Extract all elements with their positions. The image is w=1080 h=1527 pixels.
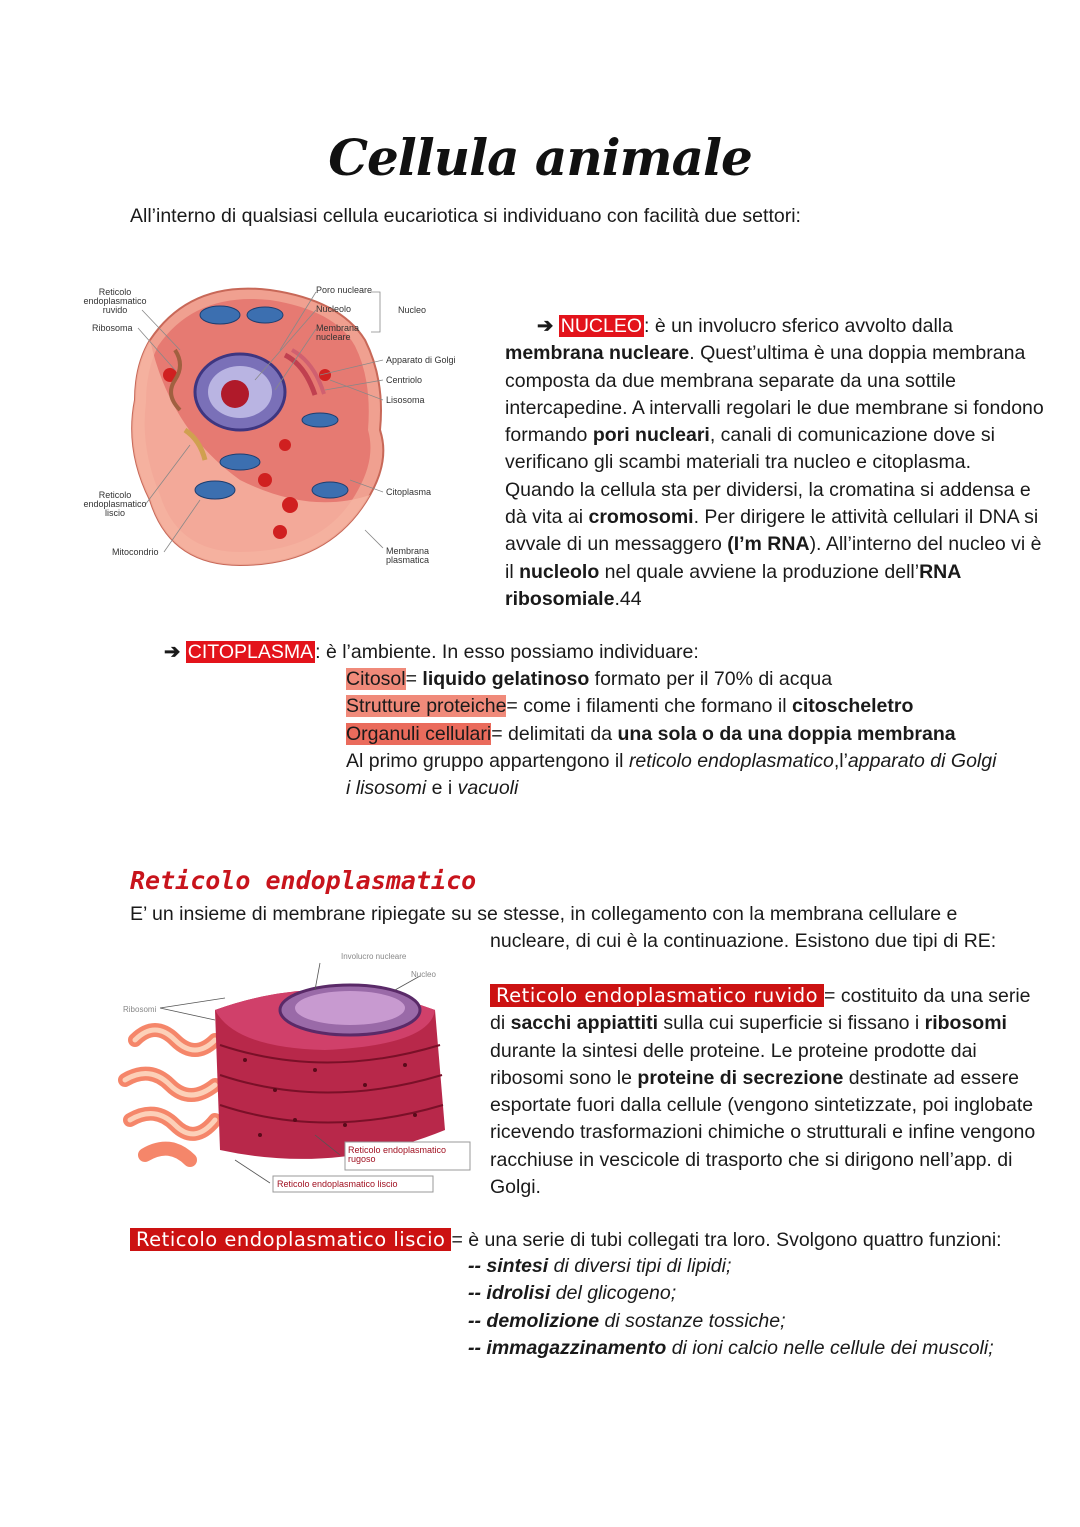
nucleo-paragraph: ➔ NUCLEO : è un involucro sferico avvolto dalla membrana nucleare. Quest’ultima è una doppia membrana composta da due membrana separate da una sottile intercapedine. A intervalli regolari le due membrane si fondono formando pori nucleari, canali di comunicazione dove si verificano gli scambi materiali tra nucleo e citoplasma. Quando la cellula sta per dividersi, la cromatina si addensa e dà vita ai cromosomi. Per dirigere le attività cellulari il DNA si avvale di un messaggero (I’m RNA). All’interno del nucleo vi è il nucleolo nel quale avviene la produzione dell’RNA ribosomiale.44 [505,315,1044,610]
citosol-item: Citosol= liquido gelatinoso formato per il 70% di acqua [346,668,833,690]
label-nucleolo: Nucleolo [316,304,352,314]
label-nucleo: Nucleo [398,305,427,315]
reticolo-intro-2: nucleare, di cui è la continuazione. Esistono due tipi di RE: [490,930,997,952]
arrow-icon: ➔ [537,315,554,337]
label-centriolo: Centriolo [386,375,423,385]
label-ribosomi: Ribosomi [123,1005,157,1014]
page-title: Cellula animale [328,128,752,187]
function-item: -- demolizione di sostanze tossiche; [468,1309,786,1332]
gruppo-line-2: i lisosomi e i vacuoli [346,777,519,800]
citoplasma-heading: ➔ CITOPLASMA : è l’ambiente. In esso possiamo individuare: [164,641,699,663]
label-citoplasma: Citoplasma [386,487,432,497]
function-item: -- sintesi di diversi tipi di lipidi; [468,1255,732,1277]
label-re-ruvido: Reticolo endoplasmatico ruvido [83,287,147,315]
label-mitocondrio: Mitocondrio [112,547,159,557]
label-re-liscio-diagram: Reticolo endoplasmatico liscio [277,1179,398,1189]
label-nucleo-re: Nucleo [411,970,436,979]
section-title-reticolo: Reticolo endoplasmatico [130,866,477,895]
ruvido-paragraph: Reticolo endoplasmatico ruvido = costituito da una serie di sacchi appiattiti sulla cui superficie si fissano i ribosomi durante la sintesi delle proteine. Le proteine prodotte dai ribosomi sono le proteine di secrezione destinate ad essere esportate fuori dalla cellule (vengono sintetizzate, poi inglobate ricevendo trasformazioni chimiche o strutturali e infine vengono racchiuse in vescicole di trasporto che si dirigono nell’app. di Golgi. [490,984,1036,1199]
liscio-term: Reticolo endoplasmatico liscio [130,1228,451,1251]
organuli-item: Organuli cellulari= delimitati da una sola o da una doppia membrana [346,722,956,745]
citoplasma-list [346,666,1046,802]
function-item: -- immagazzinamento di ioni calcio nelle cellule dei muscoli; [468,1336,994,1359]
reticolo-diagram [115,950,475,1200]
label-involucro: Involucro nucleare [341,952,407,961]
gruppo-line: Al primo gruppo appartengono il reticolo endoplasmatico,l’apparato di Golgi [346,749,997,772]
label-re-liscio: Reticolo endoplasmatico liscio [83,490,147,518]
liscio-heading: Reticolo endoplasmatico liscio = è una serie di tubi collegati tra loro. Svolgono quattro funzioni: [130,1226,1002,1254]
reticolo-intro-1: E’ un insieme di membrane ripiegate su se stesse, in collegamento con la membrana cellulare e [130,903,958,925]
label-lisosoma: Lisosoma [386,395,425,405]
function-item: -- idrolisi del glicogeno; [468,1282,677,1305]
nucleo-term: NUCLEO [560,315,643,337]
ruvido-term: Reticolo endoplasmatico ruvido [490,984,824,1007]
label-membrana-plasmatica: Membrana plasmatica [386,546,430,565]
animal-cell-diagram [80,280,470,580]
intro-text: All’interno di qualsiasi cellula eucariotica si individuano con facilità due settori: [130,205,801,227]
citoplasma-term: CITOPLASMA [187,641,314,663]
label-re-rugoso: Reticolo endoplasmatico rugoso [348,1145,447,1164]
label-ribosoma: Ribosoma [92,323,133,333]
label-poro-nucleare: Poro nucleare [316,285,373,295]
arrow-icon: ➔ [164,641,181,663]
liscio-functions [468,1253,1048,1362]
label-golgi: Apparato di Golgi [386,355,456,365]
strutture-item: Strutture proteiche= come i filamenti che formano il citoscheletro [346,695,914,718]
label-membrana-nucleare: Membrana nucleare [316,323,360,342]
